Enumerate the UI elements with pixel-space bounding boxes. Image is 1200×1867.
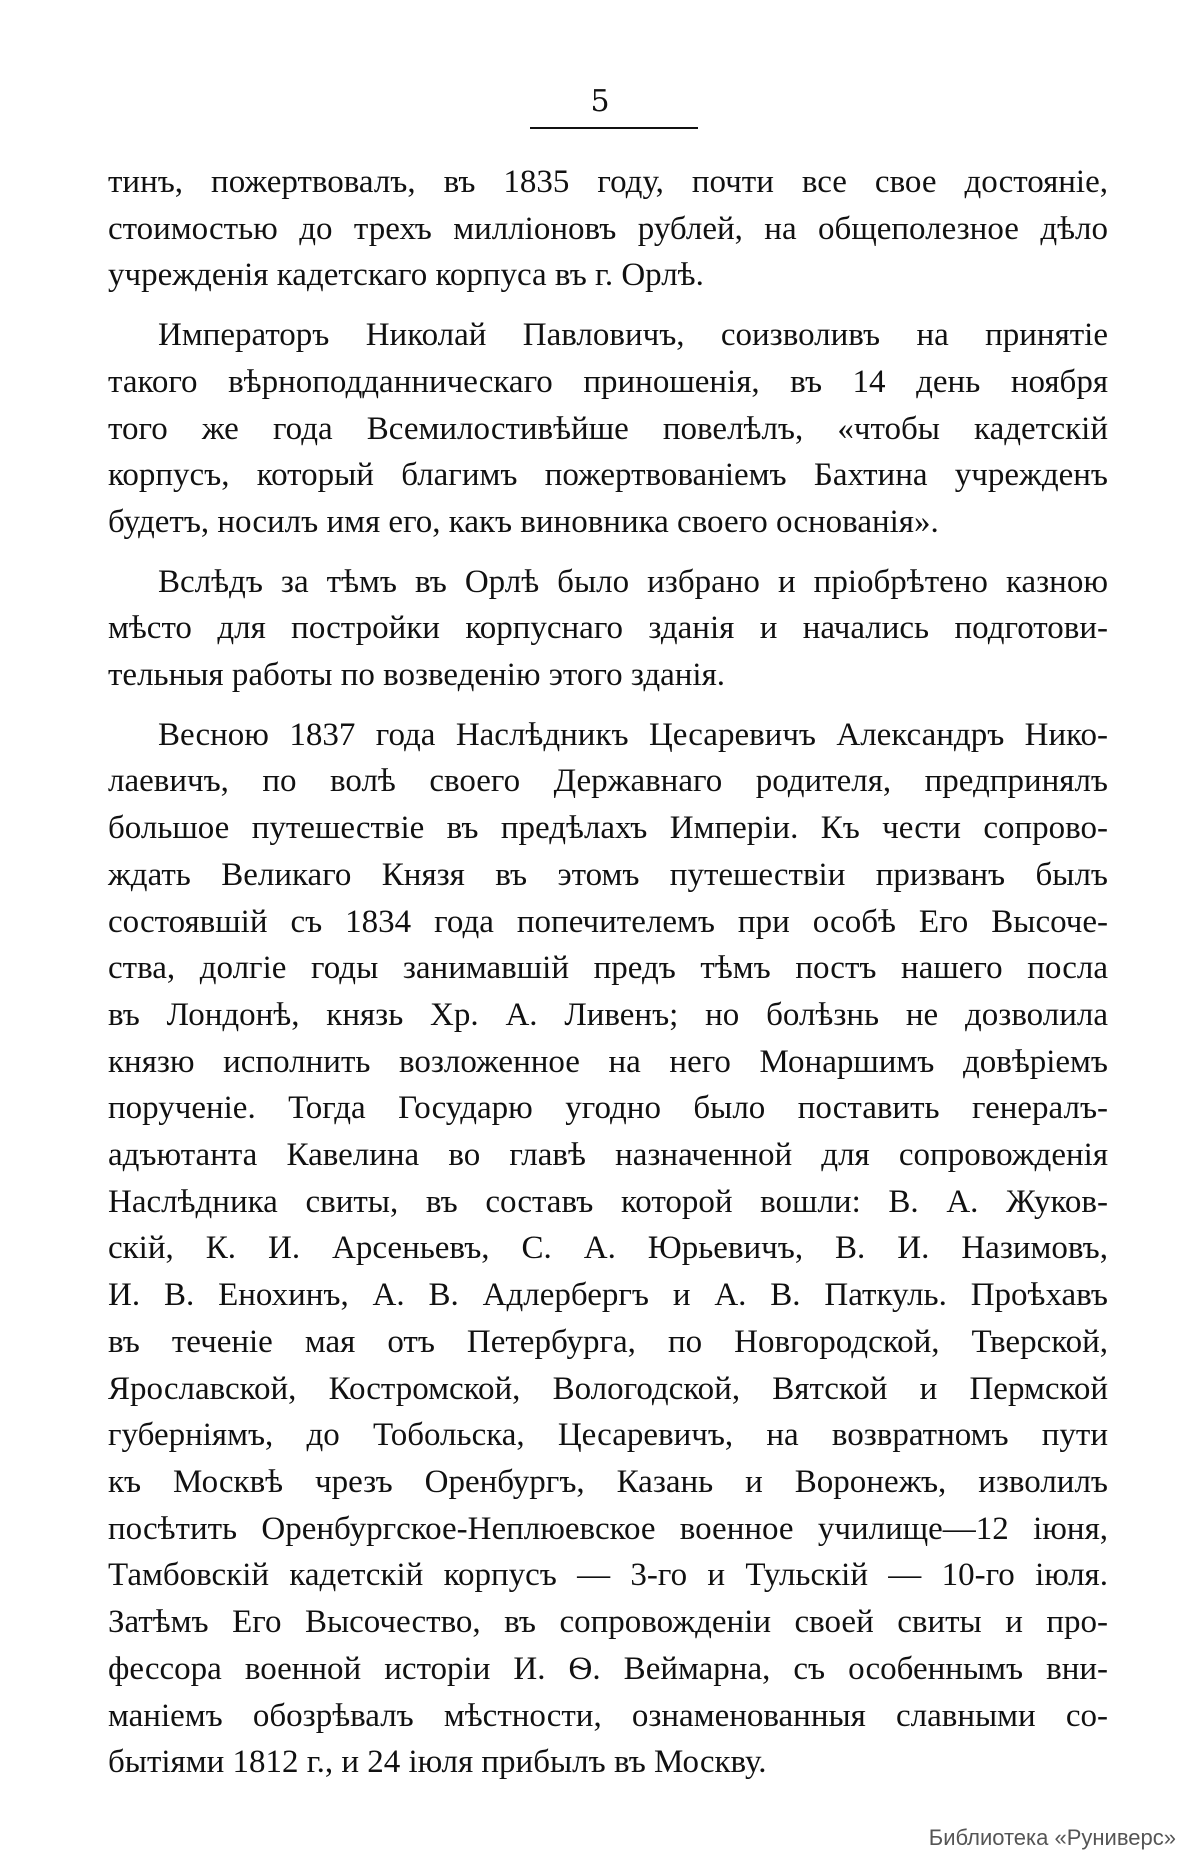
text-line: того же года Всемилостивѣйше повелѣлъ, «чтобы кадетскій <box>108 410 1108 447</box>
text-line: корпусъ, который благимъ пожертвованіемъ Бахтина учрежденъ <box>108 457 1108 494</box>
text-line: посѣтить Оренбургское-Неплюевское военное училище—12 іюня, <box>108 1510 1108 1547</box>
text-line: князю исполнить возложенное на него Монаршимъ довѣріемъ <box>108 1043 1108 1080</box>
text-body <box>108 159 1108 1799</box>
text-line: будетъ, носилъ имя его, какъ виновника своего основанія». <box>108 503 939 540</box>
text-line: Весною 1837 года Наслѣдникъ Цесаревичъ Александръ Нико- <box>158 716 1108 753</box>
paragraph <box>108 159 1108 299</box>
text-line: ства, долгіе годы занимавшій предъ тѣмъ постъ нашего посла <box>108 950 1108 987</box>
text-line: тинъ, пожертвовалъ, въ 1835 году, почти все свое достояніе, <box>108 164 1108 200</box>
text-line: Затѣмъ Его Высочество, въ сопровожденіи своей свиты и про- <box>108 1604 1108 1641</box>
text-line: въ Лондонѣ, князь Хр. А. Ливенъ; но болѣзнь не дозволила <box>108 996 1108 1033</box>
text-line: такого вѣрноподданническаго приношенія, въ 14 день ноября <box>108 363 1108 400</box>
text-line: Тамбовскій кадетскій корпусъ — 3-го и Тульскій — 10-го іюля. <box>108 1557 1108 1594</box>
text-line: маніемъ обозрѣвалъ мѣстности, ознаменованныя славными со- <box>108 1697 1108 1734</box>
page-number-rule <box>530 127 698 129</box>
text-line: ждать Великаго Князя въ этомъ путешествіи призванъ былъ <box>108 856 1108 893</box>
text-line: Вслѣдъ за тѣмъ въ Орлѣ было избрано и пріобрѣтено казною <box>158 563 1108 600</box>
text-line: фессора военной исторіи И. Ѳ. Веймарна, съ особеннымъ вни- <box>108 1650 1108 1687</box>
text-line: въ теченіе мая отъ Петербурга, по Новгородской, Тверской, <box>108 1323 1108 1360</box>
paragraph <box>108 559 1108 699</box>
paragraph <box>108 712 1108 1786</box>
text-line: лаевичъ, по волѣ своего Державнаго родителя, предпринялъ <box>108 763 1108 800</box>
text-line: бытіями 1812 г., и 24 іюля прибылъ въ Москву. <box>108 1744 767 1781</box>
page-number: 5 <box>590 84 610 119</box>
text-line: адъютанта Кавелина во главѣ назначенной для сопровожденія <box>108 1137 1108 1174</box>
text-line: мѣсто для постройки корпуснаго зданія и начались подготови- <box>108 610 1108 647</box>
text-line: губерніямъ, до Тобольска, Цесаревичъ, на возвратномъ пути <box>108 1417 1108 1454</box>
text-line: И. В. Енохинъ, А. В. Адлербергъ и А. В. Паткуль. Проѣхавъ <box>108 1277 1108 1314</box>
text-line: учрежденія кадетскаго корпуса въ г. Орлѣ. <box>108 257 704 294</box>
text-line: состоявшій съ 1834 года попечителемъ при особѣ Его Высоче- <box>108 903 1108 940</box>
text-line: Наслѣдника свиты, въ составъ которой вошли: В. А. Жуков- <box>108 1183 1108 1220</box>
text-line: Ярославской, Костромской, Вологодской, Вятской и Пермской <box>108 1370 1108 1407</box>
text-line: скій, К. И. Арсеньевъ, С. А. Юрьевичъ, В. И. Назимовъ, <box>108 1230 1108 1267</box>
text-line: Императоръ Николай Павловичъ, соизволивъ на принятіе <box>158 317 1108 354</box>
text-line: большое путешествіе въ предѣлахъ Имперіи. Къ чести сопрово- <box>108 810 1108 847</box>
text-line: стоимостью до трехъ милліоновъ рублей, на общеполезное дѣло <box>108 210 1108 247</box>
library-watermark: Библиотека «Руниверс» <box>928 1825 1176 1850</box>
paragraph <box>108 312 1108 546</box>
text-line: порученіе. Тогда Государю угодно было поставить генералъ- <box>108 1090 1108 1127</box>
text-line: тельныя работы по возведенію этого зданія. <box>108 657 726 694</box>
text-line: къ Москвѣ чрезъ Оренбургъ, Казань и Воронежъ, изволилъ <box>108 1463 1108 1500</box>
